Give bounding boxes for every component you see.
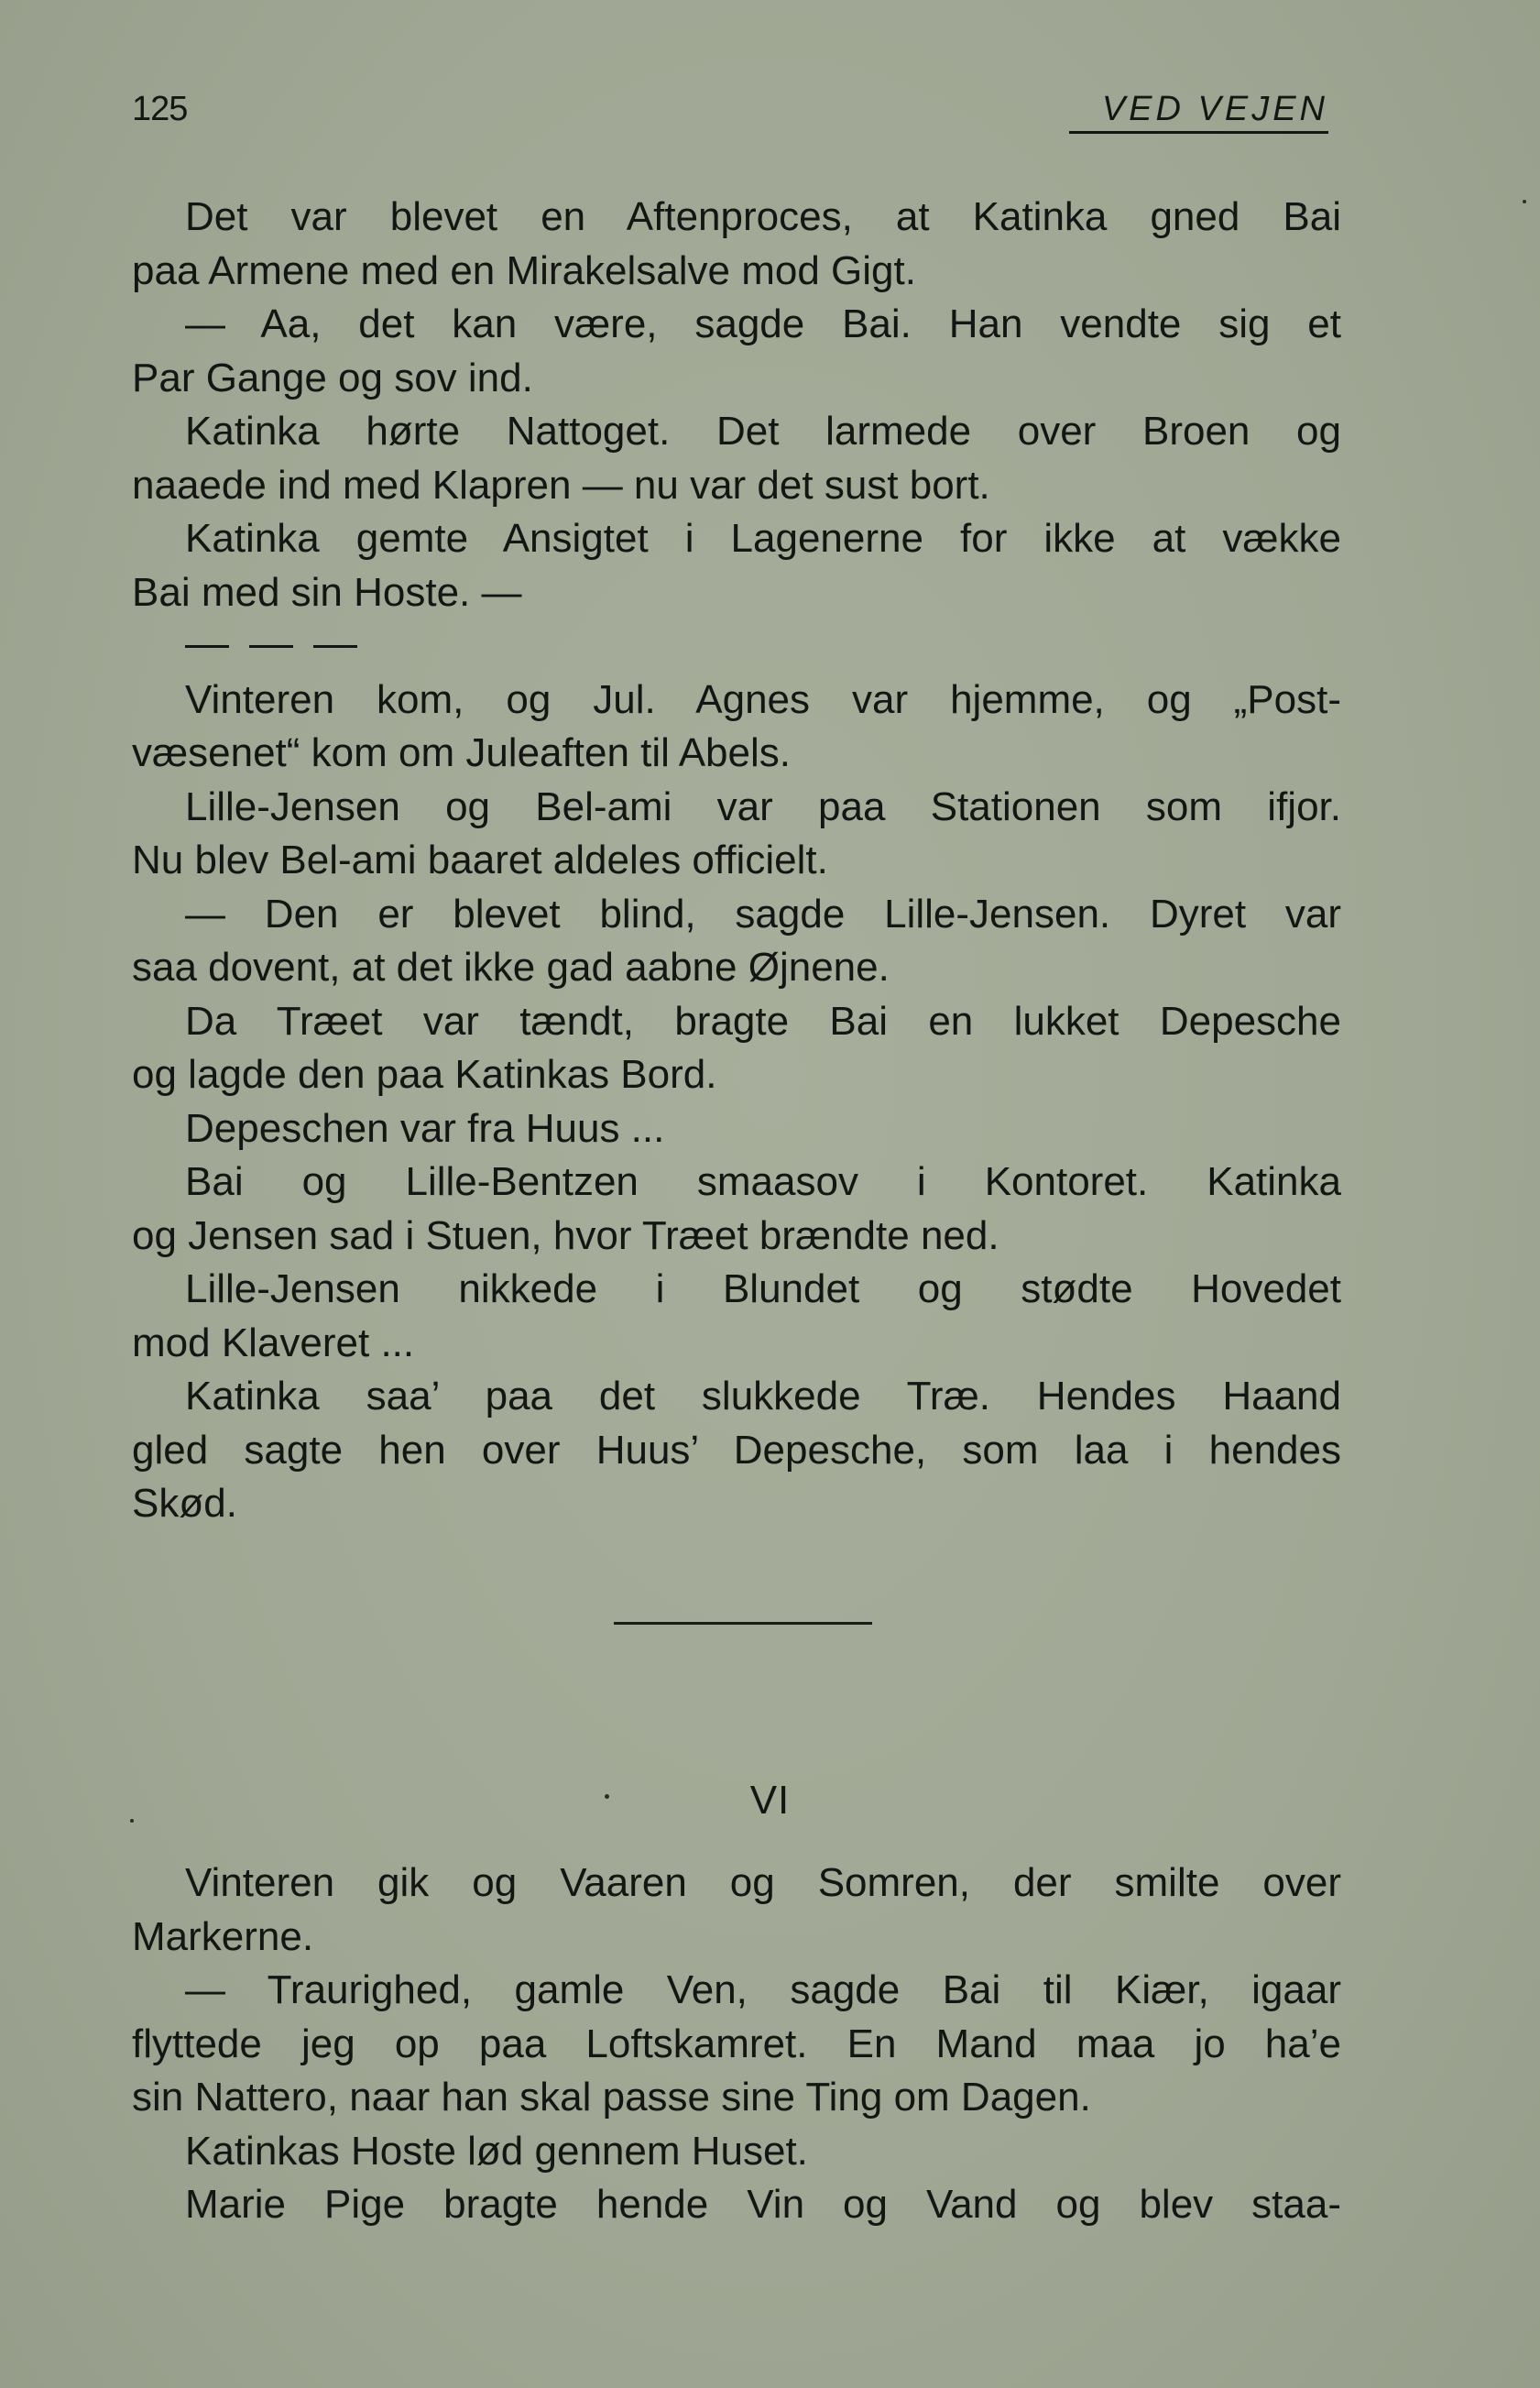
- text-line: sin Nattero, naar han skal passe sine Ting om Dagen.: [132, 2075, 1091, 2120]
- text-line: Vinteren kom, og Jul. Agnes var hjemme, og „Post-: [185, 676, 1341, 722]
- text-line: — Aa, det kan være, sagde Bai. Han vendte sig et: [185, 301, 1341, 346]
- text-line: Lille-Jensen og Bel-ami var paa Stationen som ifjor.: [185, 783, 1341, 829]
- text-line: Par Gange og sov ind.: [132, 355, 533, 400]
- text-line: — Den er blevet blind, sagde Lille-Jensen. Dyret var: [185, 891, 1341, 937]
- text-line: Skød.: [132, 1481, 237, 1526]
- page-header: [132, 84, 1328, 148]
- dash: [313, 645, 357, 648]
- text-line: Da Træet var tændt, bragte Bai en lukket Depesche: [185, 998, 1341, 1044]
- text-line: Depeschen var fra Huus ...: [185, 1105, 665, 1151]
- text-line: gled sagte hen over Huus’ Depesche, som laa i hendes: [132, 1427, 1341, 1473]
- text-line: Bai med sin Hoste. —: [132, 569, 522, 615]
- page-number: 125: [132, 90, 188, 128]
- text-line: mod Klaveret ...: [132, 1320, 415, 1365]
- text-line: Katinkas Hoste lød gennem Huset.: [185, 2128, 808, 2174]
- print-speck: [605, 1794, 609, 1799]
- print-speck: [130, 1819, 134, 1823]
- text-line: Markerne.: [132, 1913, 314, 1959]
- text-line: Katinka hørte Nattoget. Det larmede over Broen og: [185, 409, 1341, 454]
- text-line: Lille-Jensen nikkede i Blundet og stødte Hovedet: [185, 1266, 1341, 1311]
- dash: [249, 645, 293, 648]
- text-line: naaede ind med Klapren — nu var det sust bort.: [132, 462, 990, 508]
- text-line: Vinteren gik og Vaaren og Somren, der smilte over: [185, 1860, 1341, 1905]
- chapter-divider-rule: [614, 1622, 872, 1625]
- text-line: og Jensen sad i Stuen, hvor Træet brændte ned.: [132, 1212, 999, 1258]
- text-line: saa dovent, at det ikke gad aabne Øjnene.: [132, 945, 890, 990]
- text-block-bottom: [132, 1857, 1341, 2232]
- text-line: og lagde den paa Katinkas Bord.: [132, 1052, 717, 1097]
- dash: [185, 645, 229, 648]
- text-block-top: [132, 191, 1341, 1531]
- text-line: Marie Pige bragte hende Vin og Vand og blev staa-: [185, 2182, 1341, 2227]
- text-line: — Traurighed, gamle Ven, sagde Bai til Kiær, igaar: [185, 1967, 1341, 2012]
- text-line: Katinka gemte Ansigtet i Lagenerne for ikke at vække: [185, 516, 1341, 561]
- text-line: Bai og Lille-Bentzen smaasov i Kontoret. Katinka: [185, 1159, 1341, 1204]
- section-break-dashes: [132, 619, 1341, 674]
- chapter-heading: VI: [749, 1778, 791, 1823]
- running-head: VED VEJEN: [1069, 90, 1328, 134]
- text-line: Det var blevet en Aftenproces, at Katinka gned Bai: [185, 194, 1341, 239]
- text-line: flyttede jeg op paa Loftskamret. En Mand maa jo ha’e: [132, 2021, 1341, 2066]
- text-line: paa Armene med en Mirakelsalve mod Gigt.: [132, 247, 916, 293]
- text-line: Nu blev Bel-ami baaret aldeles officielt.: [132, 838, 828, 882]
- text-line: væsenet“ kom om Juleaften til Abels.: [132, 730, 791, 775]
- print-speck: [1523, 200, 1526, 203]
- text-line: Katinka saa’ paa det slukkede Træ. Hendes Haand: [185, 1374, 1341, 1419]
